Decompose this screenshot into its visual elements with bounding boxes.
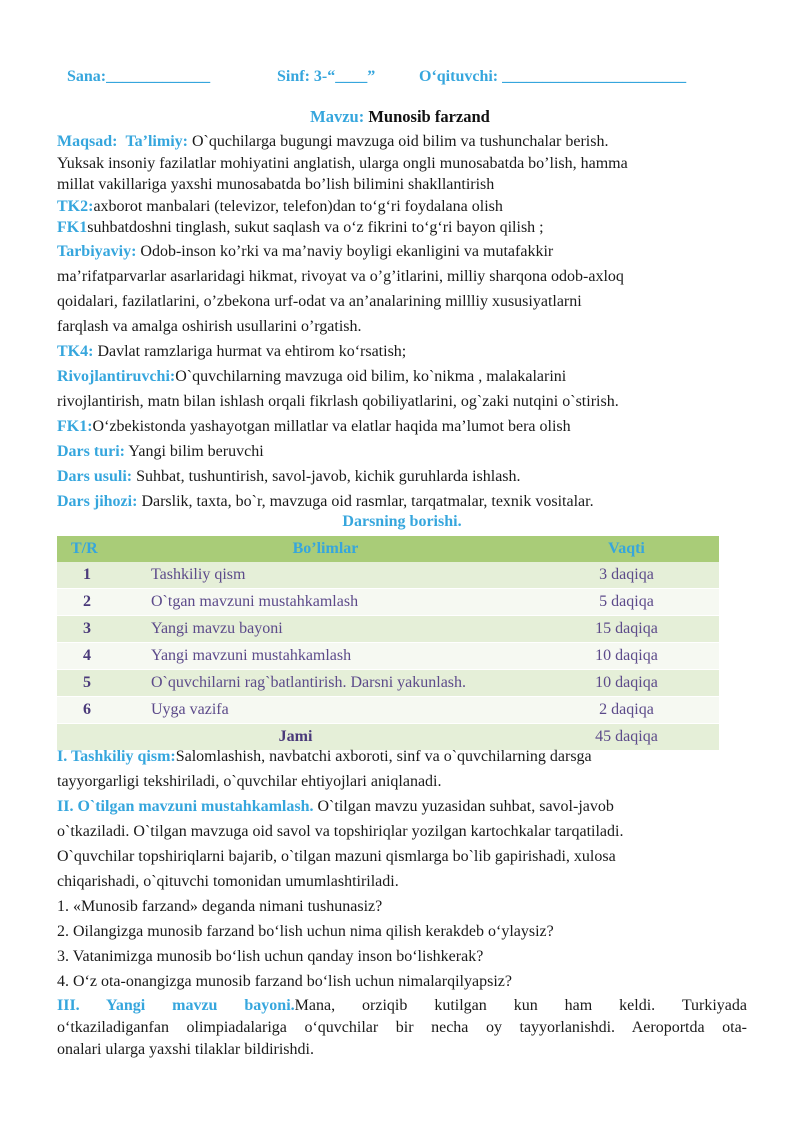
objective-line	[57, 414, 747, 439]
topic-title	[0, 107, 800, 127]
teacher-field: O‘qituvchi: _______________________	[419, 68, 687, 85]
row-number: 6	[57, 697, 117, 724]
educational-text-3: millat vakillariga yaxshi munosabatda bo’lish bilimini shakllantirish	[57, 176, 495, 193]
row-number: 1	[57, 562, 117, 589]
row-number: 5	[57, 670, 117, 697]
row-section: O`tgan mavzuni mustahkamlash	[117, 589, 534, 616]
section-2-line	[57, 794, 747, 819]
objectives-block-2	[57, 239, 747, 514]
row-number: 4	[57, 643, 117, 670]
section-3	[57, 995, 747, 1061]
fk1b-text: O‘zbekistonda yashayotgan millatlar va elatlar haqida ma’lumot bera olish	[92, 418, 571, 435]
lesson-method-text: Suhbat, tushuntirish, savol-javob, kichik guruhlarda ishlash.	[132, 468, 521, 485]
row-section: O`quvchilarni rag`batlantirish. Darsni yakunlash.	[117, 670, 534, 697]
row-time: 3 daqiqa	[534, 562, 719, 589]
table-row	[57, 562, 719, 589]
objective-line	[57, 131, 747, 153]
row-section: Yangi mavzu bayoni	[117, 616, 534, 643]
objective-line	[57, 489, 747, 514]
developmental-label: Rivojlantiruvchi:	[57, 368, 176, 385]
section-2-text: O`tilgan mavzu yuzasidan suhbat, savol-javob	[313, 798, 614, 815]
row-section: Tashkiliy qism	[117, 562, 534, 589]
row-number: 2	[57, 589, 117, 616]
fk1-label: FK1	[57, 219, 88, 236]
table-row	[57, 670, 719, 697]
educational-text: O`quchilarga bugungi mavzuga oid bilim va tushunchalar berish.	[187, 133, 609, 150]
objective-line	[57, 364, 747, 389]
tk2-text: axborot manbalari (televizor, telefon)dan to‘g‘ri foydalana olish	[93, 197, 503, 215]
row-time: 15 daqiqa	[534, 616, 719, 643]
section-2-text-4: chiqarishadi, o`qituvchi tomonidan umumlashtiriladi.	[57, 873, 399, 890]
section-3-text-2: o‘tkaziladiganfan olimpiadalariga o‘quvchilar bir necha oy tayyorlanishdi. Aeroportda ota-	[57, 1019, 747, 1036]
row-section: Uyga vazifa	[117, 697, 534, 724]
total-value: 45 daqiqa	[534, 724, 719, 751]
row-time: 5 daqiqa	[534, 589, 719, 616]
section-1-label: I. Tashkiliy qism:	[57, 748, 176, 765]
upbringing-text: Odob-inson ko’rki va ma’naviy boyligi ekanligini va mutafakkir	[136, 243, 554, 260]
table-row	[57, 589, 719, 616]
objective-line	[57, 239, 747, 264]
developmental-text-2: rivojlantirish, matn bilan ishlash orqali fikrlash qobiliyatlarini, og`zaki nutqini o`stirish.	[57, 393, 619, 410]
tk4-text: Davlat ramzlariga hurmat va ehtirom ko‘rsatish;	[93, 343, 407, 360]
section-3-line	[57, 995, 747, 1017]
header-sections: Bo’limlar	[117, 536, 534, 562]
goal-label: Maqsad:	[57, 133, 118, 150]
tk2-label: TK2:	[57, 197, 94, 215]
section-3-text-3: onalari ularga yaxshi tilaklar bildirishdi.	[57, 1041, 314, 1058]
developmental-text: O`quvchilarning mavzuga oid bilim, ko`nikma , malakalarini	[175, 368, 567, 385]
objectives-block-1	[57, 131, 747, 239]
class-field: Sinf: 3-“____”	[277, 68, 376, 85]
row-time: 2 daqiqa	[534, 697, 719, 724]
topic-name: Munosib farzand	[368, 107, 490, 126]
table-header-row	[57, 536, 719, 562]
lesson-equipment-label: Dars jihozi:	[57, 493, 138, 510]
objective-line	[57, 464, 747, 489]
lesson-sections	[57, 744, 747, 994]
educational-text-2: Yuksak insoniy fazilatlar mohiyatini anglatish, ularga ongli munosabatda bo’lish, hamma	[57, 154, 628, 172]
lesson-type-text: Yangi bilim beruvchi	[124, 443, 264, 460]
question-item: 4. O‘z ota-onangizga munosib farzand bo‘lish uchun nimalarqilyapsiz?	[57, 973, 512, 990]
lesson-equipment-text: Darslik, taxta, bo`r, mavzuga oid rasmlar, tarqatmalar, texnik vositalar.	[137, 493, 594, 510]
objective-line	[57, 339, 747, 364]
table-row	[57, 616, 719, 643]
educational-label: Ta’limiy:	[125, 133, 188, 150]
question-item: 2. Oilangizga munosib farzand bo‘lish uchun nima qilish kerakdeb o‘ylaysiz?	[57, 923, 554, 940]
upbringing-text-2: ma’rifatparvarlar asarlaridagi hikmat, rivoyat va o’g’itlarini, milliy sharqona odob-axloq	[57, 268, 624, 285]
total-label: Jami	[57, 724, 534, 751]
question-item: 3. Vatanimizga munosib bo‘lish uchun qanday inson bo‘lishkerak?	[57, 948, 484, 965]
row-section: Yangi mavzuni mustahkamlash	[117, 643, 534, 670]
upbringing-text-3: qoidalari, fazilatlarini, o’zbekona urf-odat va an’analarining millliy xususiyatlarni	[57, 293, 582, 310]
upbringing-label: Tarbiyaviy:	[57, 243, 137, 260]
upbringing-text-4: farqlash va amalga oshirish usullarini o’rgatish.	[57, 318, 362, 335]
section-3-label: III. Yangi mavzu bayoni.	[57, 997, 295, 1014]
objective-line	[57, 217, 747, 239]
row-time: 10 daqiqa	[534, 643, 719, 670]
lesson-method-label: Dars usuli:	[57, 468, 133, 485]
question-item: 1. «Munosib farzand» deganda nimani tushunasiz?	[57, 898, 383, 915]
section-3-text: Mana, orziqib kutilgan kun ham keldi. Turkiyada	[294, 997, 748, 1014]
section-1-text-2: tayyorgarligi tekshiriladi, o`quvchilar ehtiyojlari aniqlanadi.	[57, 773, 442, 790]
date-field: Sana:_____________	[67, 68, 211, 85]
tk4-label: TK4:	[57, 343, 94, 360]
table-row	[57, 697, 719, 724]
header-number: T/R	[57, 536, 117, 562]
header-time: Vaqti	[534, 536, 719, 562]
lesson-type-label: Dars turi:	[57, 443, 125, 460]
objective-line	[57, 196, 747, 218]
section-2-text-2: o`tkaziladi. O`tilgan mavzuga oid savol va topshiriqlar yozilgan kartochkalar tarqatiladi.	[57, 823, 624, 840]
objective-line	[57, 439, 747, 464]
section-1-line	[57, 744, 747, 769]
lesson-progress-table	[57, 536, 719, 751]
row-time: 10 daqiqa	[534, 670, 719, 697]
section-2-label: II. O`tilgan mavzuni mustahkamlash.	[57, 798, 314, 815]
table-row	[57, 643, 719, 670]
section-2-text-3: O`quvchilar topshiriqlarni bajarib, o`tilgan mazuni qismlarga bo`lib gapirishadi, xulosa	[57, 848, 616, 865]
header-row	[67, 68, 747, 86]
table-caption: Darsning borishi.	[342, 513, 462, 530]
topic-label: Mavzu:	[310, 107, 365, 126]
fk1-text: suhbatdoshni tinglash, sukut saqlash va o‘z fikrini to‘g‘ri bayon qilish ;	[87, 219, 544, 236]
fk1b-label: FK1:	[57, 418, 93, 435]
section-1-text: Salomlashish, navbatchi axboroti, sinf va o`quvchilarning darsga	[175, 748, 592, 765]
row-number: 3	[57, 616, 117, 643]
